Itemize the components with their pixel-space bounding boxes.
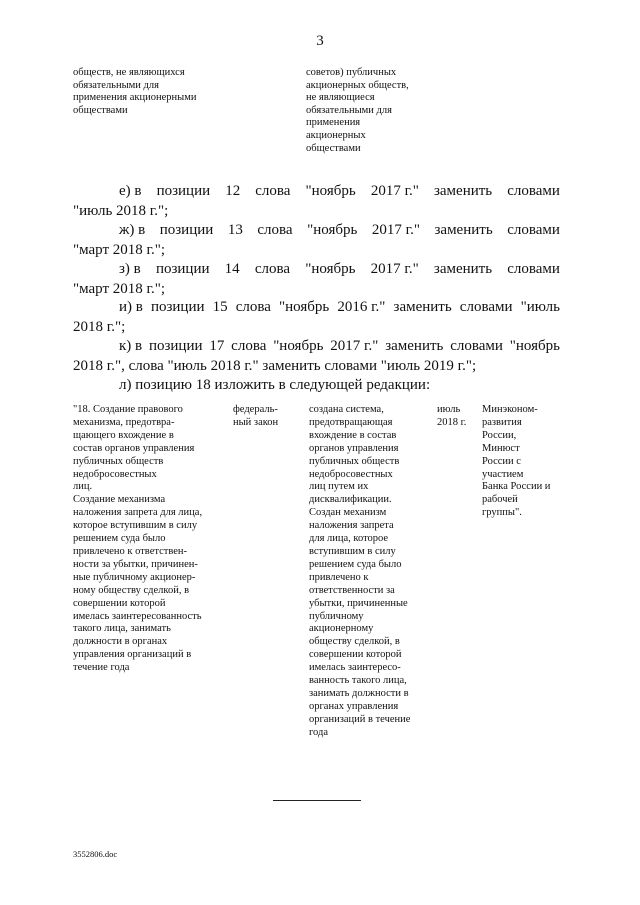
word: слова	[257, 222, 293, 238]
continuation-line: обществ, не являющихся	[73, 67, 185, 78]
table-cell-line: недобросовестных	[309, 468, 393, 480]
table-cell-line: акционерному	[309, 623, 374, 635]
amendment-line	[73, 259, 560, 279]
word: заменить	[385, 338, 444, 354]
amendment-line: 2018 г.";	[73, 319, 126, 335]
word: заменить	[434, 222, 493, 238]
table-cell-line: обществу сделкой, в	[309, 636, 400, 648]
table-cell-line: рабочей	[482, 494, 518, 506]
word: 2017 г."	[371, 222, 420, 238]
word: 2016 г."	[337, 299, 386, 315]
file-name-footer: 3552806.doc	[73, 849, 118, 859]
amendment-item	[73, 181, 560, 221]
table-cell-line: Создание механизма	[73, 494, 166, 506]
table-cell-line: 2018 г.	[437, 416, 467, 428]
amendment-line: "июль 2018 г.";	[73, 203, 169, 219]
table-cell-line: должности в органах	[73, 636, 168, 648]
continuation-left-cell	[73, 67, 273, 117]
word: з) в	[119, 261, 141, 277]
amendment-line: 2018 г.", слова "июль 2018 г." заменить словами "июль 2019 г.";	[73, 358, 477, 374]
table-cell-line: вступившим в силу	[309, 545, 396, 557]
word: "ноябрь	[305, 261, 356, 277]
table-cell-line: такого лица, занимать	[73, 623, 171, 635]
table-cell-line: состав органов управления	[73, 442, 195, 454]
table-cell-responsible	[482, 404, 572, 520]
table-cell-line: привлечено к	[309, 571, 369, 583]
table-cell-line: механизма, предотвра-	[73, 416, 175, 428]
table-cell-line: ный закон	[233, 416, 279, 428]
table-cell-line: федераль-	[233, 404, 278, 415]
table-cell-line: лиц путем их	[309, 481, 369, 493]
word: слова	[235, 299, 271, 315]
amendment-item	[73, 259, 560, 299]
table-cell-line: органов управления	[309, 442, 399, 454]
continuation-line: обязательными для	[73, 79, 159, 91]
word: к) в	[119, 338, 143, 354]
table-cell-line: развития	[482, 416, 522, 428]
word: 12	[225, 183, 241, 199]
word: 15	[212, 299, 228, 315]
table-cell-line: совершении которой	[309, 649, 402, 661]
table-cell-line: наложения запрета для лица,	[73, 507, 203, 519]
table-cell-line: для лица, которое	[309, 533, 389, 545]
table-cell-line: Минюст	[482, 442, 520, 454]
table-cell-line: которое вступившим в силу	[73, 520, 198, 532]
amendment-item	[73, 297, 560, 337]
table-cell-line: создана система,	[309, 404, 384, 415]
table-cell-line: Минэконом-	[482, 404, 538, 415]
table-cell-line: наложения запрета	[309, 520, 394, 532]
word: словами	[450, 338, 503, 354]
table-cell-line: России с	[482, 455, 521, 467]
word: 14	[224, 261, 240, 277]
page-number: 3	[316, 33, 324, 49]
table-cell-line: органах управления	[309, 700, 399, 712]
table-cell-line: группы".	[482, 507, 522, 519]
table-cell-line: управления организаций в	[73, 649, 192, 661]
word: словами	[459, 299, 513, 315]
word: заменить	[433, 261, 493, 277]
continuation-line: акционерных	[306, 129, 366, 141]
amendment-line	[73, 220, 560, 240]
table-cell-line: щающего вхождение в	[73, 429, 174, 441]
table-cell-line: публичному	[309, 610, 364, 622]
table-cell-line: организаций в течение	[309, 713, 411, 725]
word: "ноябрь	[273, 338, 324, 354]
word: позиции	[156, 183, 211, 199]
word: позиции	[159, 222, 214, 238]
table-cell-line: решением суда было	[73, 533, 166, 545]
amendment-line: "март 2018 г.";	[73, 242, 166, 258]
word: е) в	[119, 183, 142, 199]
word: словами	[507, 183, 560, 199]
word: ж) в	[119, 222, 146, 238]
table-cell-line: совершении которой	[73, 597, 166, 609]
word: заменить	[393, 299, 452, 315]
table-cell-line: имелась заинтересованность	[73, 610, 202, 622]
word: "ноябрь	[278, 299, 330, 315]
table-cell-line: участием	[482, 468, 524, 480]
word: слова	[231, 338, 267, 354]
word: словами	[507, 261, 560, 277]
table-cell-line: дисквалификации.	[309, 494, 392, 506]
end-rule	[273, 800, 361, 801]
table-cell-line: решением суда было	[309, 558, 402, 570]
table-cell-line: имелась заинтересо-	[309, 662, 401, 674]
table-cell-deadline	[437, 404, 477, 430]
word: 2017 г."	[370, 261, 419, 277]
table-cell-line: убытки, причиненные	[309, 597, 408, 609]
table-cell-line: ному обществу сделкой, в	[73, 584, 190, 596]
amendment-line	[73, 336, 560, 356]
continuation-right-cell	[306, 67, 426, 155]
word: словами	[507, 222, 560, 238]
word: и) в	[119, 299, 143, 315]
word: слова	[254, 261, 291, 277]
table-cell-line: года	[309, 726, 328, 738]
table-cell-line: привлечено к ответствен-	[73, 545, 188, 557]
word: 13	[227, 222, 243, 238]
table-cell-result	[309, 404, 429, 740]
table-cell-line: предотвращающая	[309, 416, 393, 428]
amendment-line: "март 2018 г.";	[73, 281, 166, 297]
table-cell-line: июль	[437, 404, 461, 415]
amendment-item	[73, 336, 560, 376]
continuation-line: советов) публичных	[306, 67, 397, 78]
continuation-line: применения	[306, 117, 361, 129]
word: "ноябрь	[305, 183, 356, 199]
amendment-line	[73, 297, 560, 317]
table-cell-line: занимать должности в	[309, 687, 409, 699]
word: 2017 г."	[370, 183, 419, 199]
table-cell-line: "18. Создание правового	[73, 404, 183, 415]
table-cell-line: России,	[482, 429, 517, 441]
table-cell-line: Банка России и	[482, 481, 551, 493]
word: позиции	[155, 261, 210, 277]
table-cell-document-type	[233, 404, 293, 430]
table-cell-line: публичных обществ	[73, 455, 164, 467]
word: 17	[209, 338, 225, 354]
table-cell-line: лиц.	[73, 481, 93, 493]
table-cell-line: недобросовестных	[73, 468, 157, 480]
word: позиции	[148, 338, 203, 354]
table-cell-line: ности за убытки, причинен-	[73, 558, 198, 570]
word: 2017 г."	[330, 338, 379, 354]
table-cell-line: Создан механизм	[309, 507, 387, 519]
amendment-line	[73, 181, 560, 201]
table-cell-line: ванность такого лица,	[309, 675, 407, 687]
table-cell-line: вхождение в состав	[309, 429, 397, 441]
word: позиции	[150, 299, 205, 315]
word: заменить	[433, 183, 493, 199]
word: "ноябрь	[509, 338, 560, 354]
word: слова	[255, 183, 291, 199]
word: "июль	[520, 299, 560, 315]
continuation-line: обществами	[73, 104, 128, 116]
table-cell-measure	[73, 404, 233, 675]
continuation-line: акционерных обществ,	[306, 79, 409, 91]
word: "ноябрь	[307, 222, 358, 238]
amendment-item	[73, 375, 560, 395]
table-cell-line: ные публичному акционер-	[73, 571, 196, 583]
amendment-item	[73, 220, 560, 260]
table-cell-line: публичных обществ	[309, 455, 400, 467]
continuation-line: обществами	[306, 142, 361, 154]
continuation-line: обязательными для	[306, 104, 392, 116]
continuation-line: применения акционерными	[73, 92, 197, 104]
amendment-line: л) позицию 18 изложить в следующей редакции:	[119, 377, 431, 393]
continuation-line: не являющиеся	[306, 92, 375, 104]
table-cell-line: ответственности за	[309, 584, 395, 596]
table-cell-line: течение года	[73, 662, 130, 674]
